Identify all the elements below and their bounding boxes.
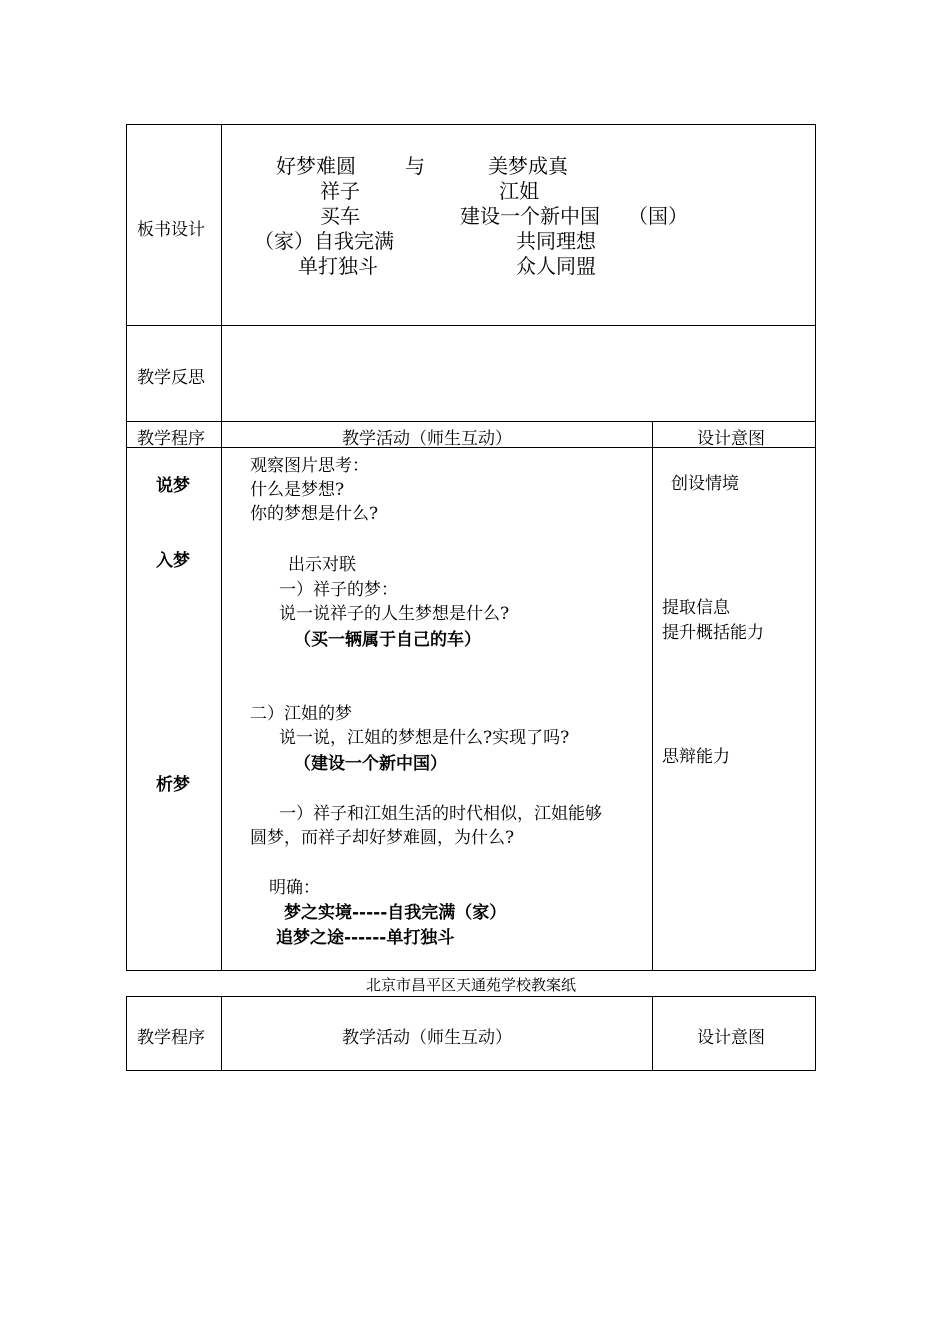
stage-rumeng: 入梦 [156,551,190,571]
activity-line: 出示对联 [288,555,356,575]
intent-item: 提升概括能力 [662,623,764,643]
activity-conclusion: 追梦之途------单打独斗 [276,928,455,948]
activity-line: 什么是梦想? [250,480,345,500]
header-intent: 设计意图 [697,429,765,449]
board-row5-left: 单打独斗 [298,254,378,278]
reflection-label: 教学反思 [137,368,205,388]
board-row4-right: 共同理想 [516,229,596,253]
activity-line: 说一说祥子的人生梦想是什么? [279,604,510,624]
board-row5-right: 众人同盟 [516,254,596,278]
board-row2-right: 江姐 [499,179,539,203]
board-label: 板书设计 [137,220,205,240]
intent-item: 提取信息 [662,598,730,618]
header-activity: 教学活动（师生互动） [342,429,512,449]
table2-header-intent: 设计意图 [697,1028,765,1048]
board-row1-left: 好梦难圆 [276,154,356,178]
board-row3-left: 买车 [320,204,360,228]
table2-header-activity: 教学活动（师生互动） [342,1028,512,1048]
intent-item: 创设情境 [671,474,739,494]
board-row1-right: 美梦成真 [488,154,568,178]
board-row3-right: 建设一个新中国 [460,204,600,228]
stage-shuomeng: 说梦 [156,476,190,496]
activity-line: 一）祥子的梦： [279,580,398,600]
footer-school: 北京市昌平区天通苑学校教案纸 [365,976,576,994]
activity-answer: （买一辆属于自己的车） [294,630,481,650]
activity-line: 明确： [269,878,320,898]
activity-conclusion: 梦之实境-----自我完满（家） [284,903,507,923]
header-procedure: 教学程序 [137,429,205,449]
activity-answer: （建设一个新中国） [294,754,447,774]
activity-line: 说一说，江姐的梦想是什么?实现了吗? [279,728,570,748]
activity-line: 圆梦，而祥子却好梦难圆，为什么? [250,828,515,848]
activity-line: 观察图片思考： [250,456,369,476]
board-row1-mid: 与 [405,154,425,178]
activity-line: 二）江姐的梦 [250,704,352,724]
activity-line: 你的梦想是什么? [250,504,379,524]
stage-ximeng: 析梦 [156,775,190,795]
table2-header-procedure: 教学程序 [137,1028,205,1048]
board-row3-tag: （国） [628,204,688,228]
board-row4-left: （家）自我完满 [254,229,394,253]
intent-item: 思辩能力 [662,747,730,767]
board-row2-left: 祥子 [320,179,360,203]
activity-line: 一）祥子和江姐生活的时代相似，江姐能够 [279,804,602,824]
